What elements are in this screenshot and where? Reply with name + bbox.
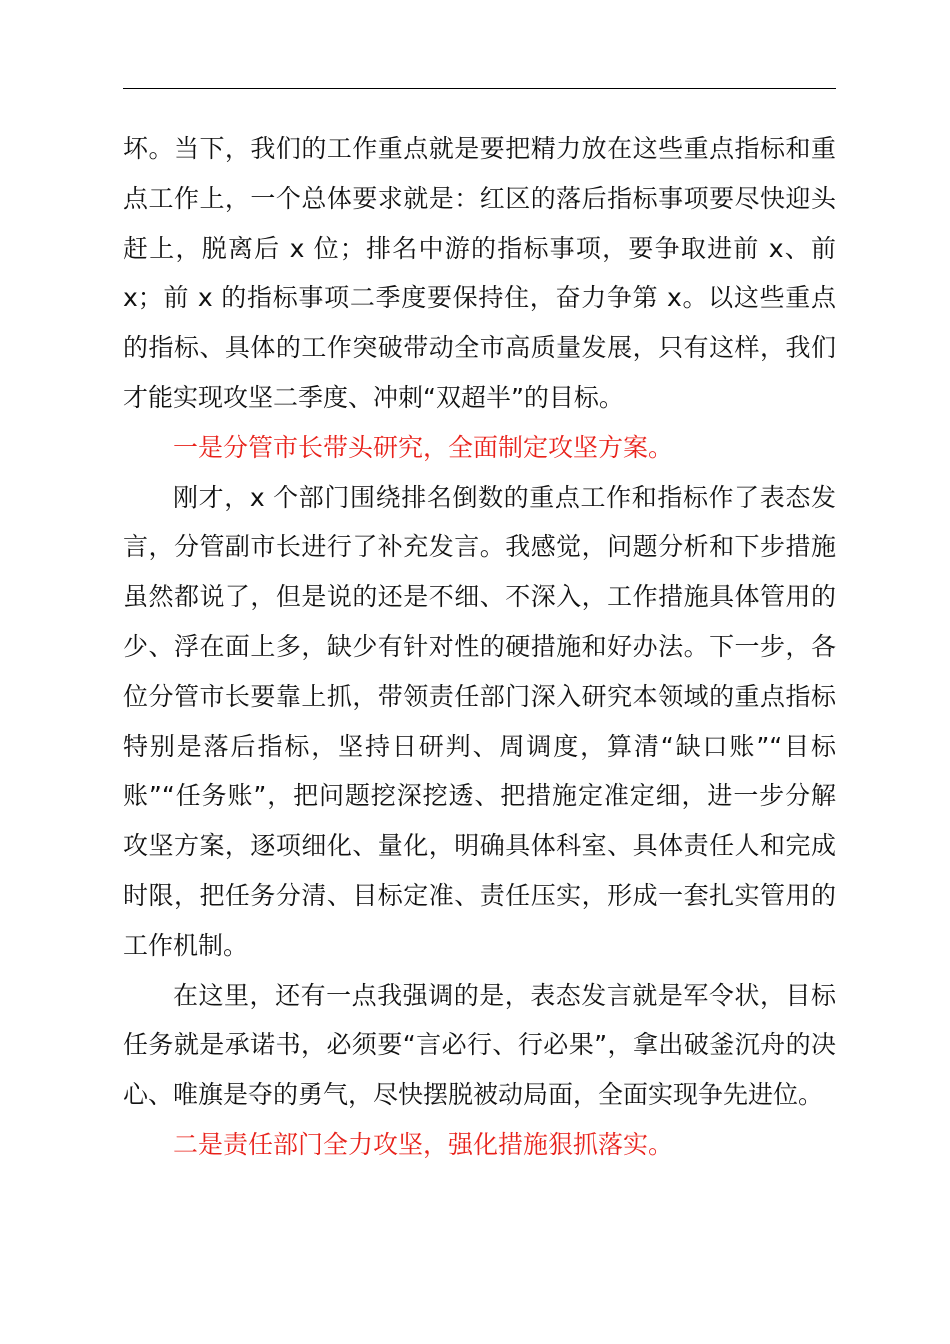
document-body — [123, 124, 836, 1170]
section-heading-1: 一是分管市长带头研究，全面制定攻坚方案。 — [173, 432, 674, 462]
paragraph-1: 刚才，x 个部门围绕排名倒数的重点工作和指标作了表态发言，分管副市长进行了补充发言。我感觉，问题分析和下步措施虽然都说了，但是说的还是不细、不深入，工作措施具体管用的少、浮在面上多，缺少有针对性的硬措施和好办法。下一步，各位分管市长要靠上抓，带领责任部门深入研究本领域的重点指标特别是落后指标，坚持日研判、周调度，算清“缺口账”“目标账”“任务账”，把问题挖深挖透、把措施定准定细，进一步分解攻坚方案，逐项细化、量化，明确具体科室、具体责任人和完成时限，把任务分清、目标定准、责任压实，形成一套扎实管用的工作机制。 — [123, 482, 836, 960]
paragraph-2: 在这里，还有一点我强调的是，表态发言就是军令状，目标任务就是承诺书，必须要“言必行、行必果”，拿出破釜沉舟的决心、唯旗是夺的勇气，尽快摆脱被动局面，全面实现争先进位。 — [123, 980, 836, 1110]
section-heading-2: 二是责任部门全力攻坚，强化措施狠抓落实。 — [173, 1129, 674, 1159]
header-rule — [123, 88, 836, 89]
paragraph-continued: 坏。当下，我们的工作重点就是要把精力放在这些重点指标和重点工作上，一个总体要求就是：红区的落后指标事项要尽快迎头赶上，脱离后 x 位；排名中游的指标事项，要争取进前 x、前 x；前 x 的指标事项二季度要保持住，奋力争第 x。以这些重点的指标、具体的工作突破带动全市高质量发展，只有这样，我们才能实现攻坚二季度、冲刺“双超半”的目标。 — [123, 134, 836, 412]
